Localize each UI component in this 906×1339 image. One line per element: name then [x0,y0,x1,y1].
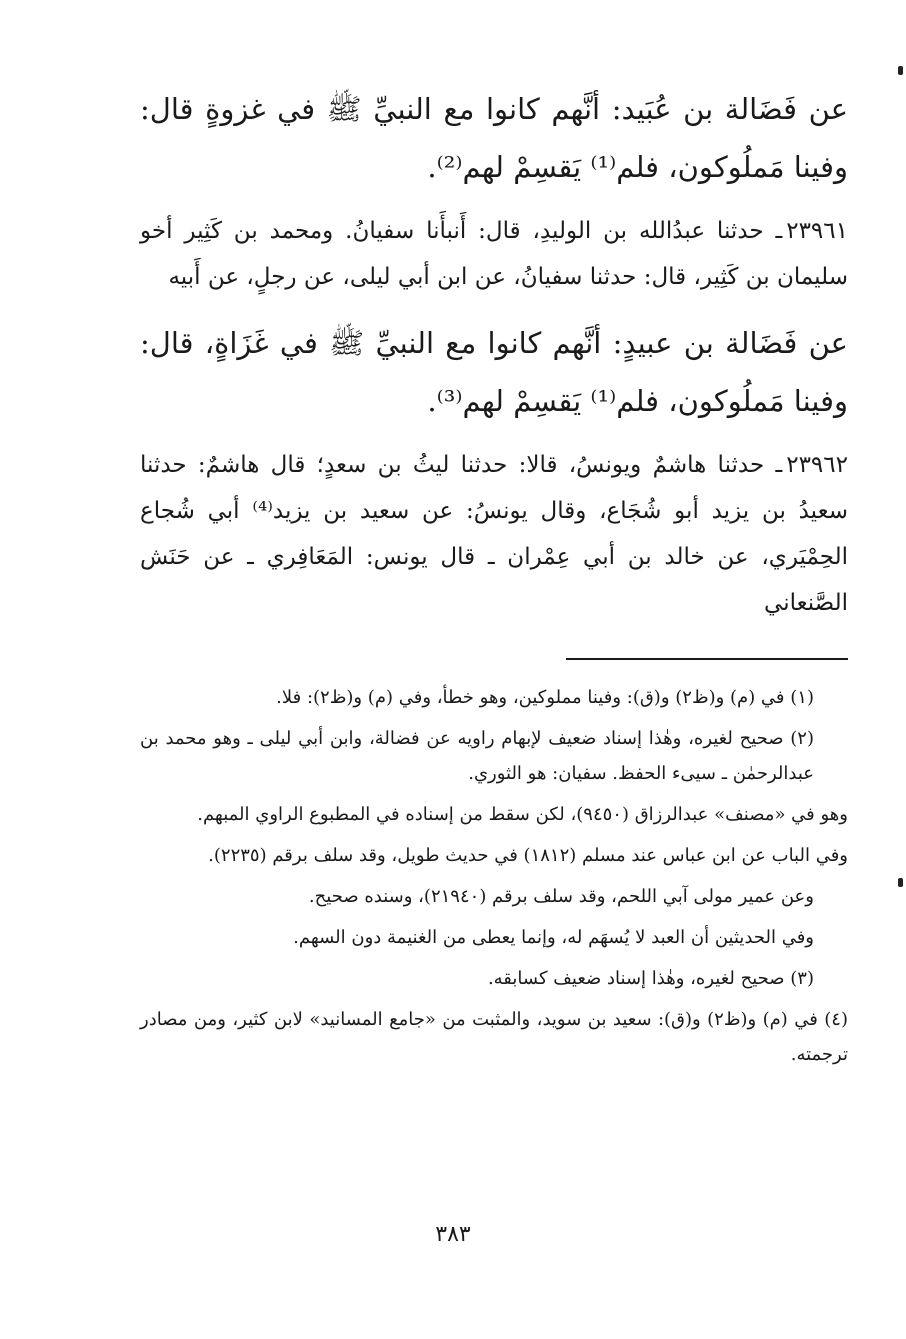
hadith-number: ٢٣٩٦١ [786,218,848,244]
page-number: ٣٨٣ [435,1222,471,1247]
hadith-isnad: ـ حدثنا عبدُالله بن الوليدِ، قال: أَنبأَنا سفيانُ. ومحمد بن كَثِير أخو سليمان بن كَثِير، قال: حدثنا سفيانُ، عن ابن أبي ليلى، عن رجلٍ، عن أَبيه [140,218,848,290]
footnote: وفي الباب عن ابن عباس عند مسلم (١٨١٢) في حديث طويل، وقد سلف برقم (٢٢٣٥). [208,845,848,866]
footnote: وفي الحديثين أن العبد لا يُسهَم له، وإنما يعطى من الغنيمة دون السهم. [293,927,814,948]
footnote: وعن عمير مولى آبي اللحم، وقد سلف برقم (٢١٩٤٠)، وسنده صحيح. [308,886,814,907]
footnotes [140,680,848,1072]
hadith-number: ٢٣٩٦٢ [786,452,848,478]
footnote: (٤) في (م) و(ظ٢) و(ق): سعيد بن سويد، والمثبت من «جامع المسانيد» لابن كثير، ومن مصادر ترجمته. [140,1009,848,1065]
matn-text: عن فَضَالة بن عُبَيد: أنَّهم كانوا مع النبيِّ ﷺ في غزوةٍ قال: وفينا مَملُوكون، فلم⁽¹⁾ يَقسِمْ لهم⁽²⁾. [140,92,848,184]
separator-line [566,658,848,660]
footnote-separator [140,640,848,680]
hadith-isnad: ـ حدثنا هاشمٌ ويونسُ، قالا: حدثنا ليثُ بن سعدٍ؛ قال هاشمٌ: حدثنا سعيدُ بن يزيد أبو شُجَاع، وقال يونسُ: عن سعيد بن يزيد⁽⁴⁾ أبي شُجاع الحِمْيَري، عن خالد بن أبي عِمْران ـ قال يونس: المَعَافِري ـ عن حَنَش الصَّنعاني [140,452,848,616]
footnote: (٢) صحيح لغيره، وهٰذا إسناد ضعيف لإبهام راويه عن فضالة، وابن أبي ليلى ـ وهو محمد بن عبدالرحمٰن ـ سيىء الحفظ. سفيان: هو الثوري. [140,728,814,784]
matn-text: عن فَضَالة بن عبيدٍ: أنَّهم كانوا مع النبيِّ ﷺ في غَزَاةٍ، قال: وفينا مَملُوكون، فلم⁽¹⁾ يَقسِمْ لهم⁽³⁾. [140,326,848,418]
hadith-text [140,442,848,626]
margin-mark-top [898,66,903,75]
margin-mark-middle [898,878,903,887]
footnote: وهو في «مصنف» عبدالرزاق (٩٤٥٠)، لكن سقط من إسناده في المطبوع الراوي المبهم. [197,804,848,825]
footnote: (١) في (م) و(ظ٢) و(ق): وفينا مملوكين، وهو خطأ، وفي (م) و(ظ٢): فلا. [276,687,814,708]
footnote: (٣) صحيح لغيره، وهٰذا إسناد ضعيف كسابقه. [487,968,814,989]
hadith-text [140,208,848,300]
page-body [140,80,848,1078]
